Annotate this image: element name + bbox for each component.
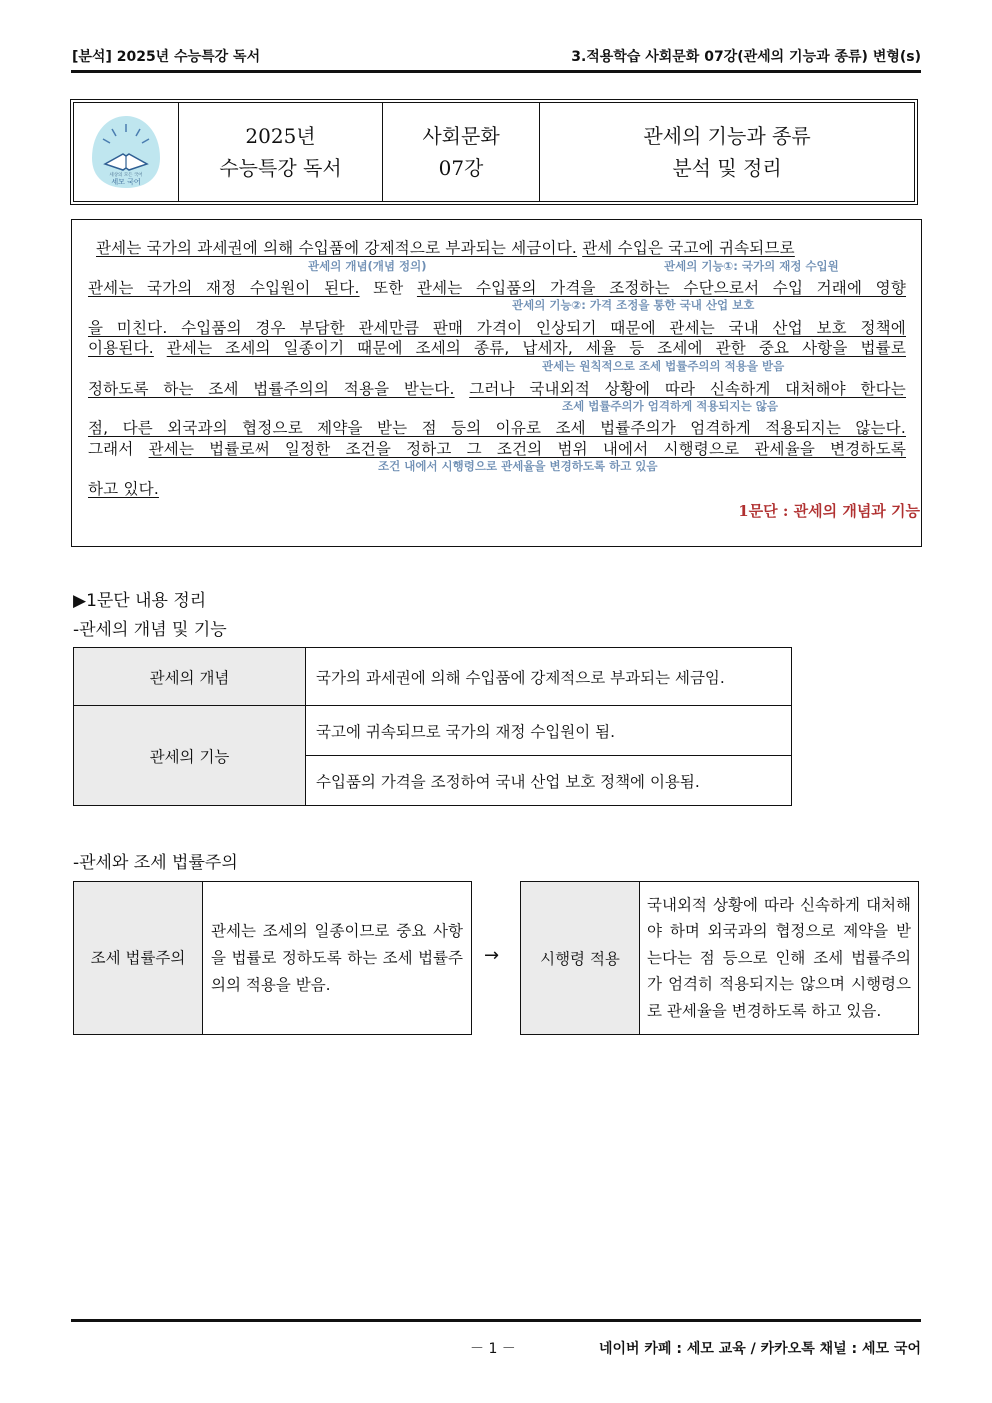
function-label: 관세의 기능 [74, 706, 306, 806]
passage-note: 관세의 개념(개념 정의) [308, 259, 427, 273]
passage-line [96, 236, 914, 258]
logo-caption: 세모 국어 [111, 178, 141, 186]
underlined-segment: 관세는 국가의 과세권에 의해 수입품에 강제적으로 부과되는 세금이다. [96, 239, 578, 257]
title-book: 수능특강 독서 [219, 156, 342, 180]
tax-law-table [73, 881, 472, 1035]
title-subject: 사회문화 [422, 124, 500, 148]
logo-cell [74, 103, 179, 201]
tax-law-label: 조세 법률주의 [74, 882, 203, 1035]
tax-law-text: 관세는 조세의 일종이므로 중요 사항을 법률로 정하도록 하는 조세 법률주의의 적용을 받음. [203, 882, 472, 1035]
decree-label: 시행령 적용 [521, 882, 640, 1035]
text-segment [455, 380, 470, 398]
title-topic: 관세의 기능과 종류 [643, 124, 811, 148]
title-lesson: 07강 [438, 156, 484, 180]
underlined-segment: 관세는 조세의 일종이기 때문에 조세의 종류, 납세자, 세율 등 조세에 관한 중요 사항을 법률로 [166, 339, 906, 357]
function-value-1: 국고에 귀속되므로 국가의 재정 수입원이 됨. [306, 706, 792, 756]
passage-line [88, 316, 906, 338]
passage-note: 관세는 원칙적으로 조세 법률주의의 적용을 받음 [542, 359, 785, 373]
underlined-segment: 정하도록 하는 조세 법률주의의 적용을 받는다. [88, 380, 455, 398]
passage-note: 관세의 기능②: 가격 조정을 통한 국내 산업 보호 [512, 298, 755, 312]
passage-line [88, 437, 906, 459]
section-heading: ▶1문단 내용 정리 [73, 591, 207, 611]
passage-line [88, 416, 906, 438]
title-cell-exam [179, 103, 383, 201]
concept-value: 국가의 과세권에 의해 수입품에 강제적으로 부과되는 세금임. [306, 648, 792, 706]
underlined-segment: 을 미친다. 수입품의 경우 부담한 관세만큼 판매 가격이 인상되기 때문에 관세는 국내 산업 보호 정책에 [88, 319, 906, 337]
text-segment: 또한 [359, 279, 417, 297]
title-box [70, 99, 918, 205]
paragraph-summary: 1문단 : 관세의 개념과 기능 [738, 502, 920, 520]
underlined-segment: 관세는 법률로써 일정한 조건을 정하고 그 조건의 범위 내에서 시행령으로 관세율을 변경하도록 [148, 440, 906, 458]
footer-rule [71, 1319, 921, 1322]
concept-label: 관세의 개념 [74, 648, 306, 706]
title-year: 2025년 [245, 124, 316, 148]
text-segment: 그래서 [88, 440, 149, 458]
header-left: [분석] 2025년 수능특강 독서 [72, 49, 261, 65]
section-subheading: -관세의 개념 및 기능 [73, 620, 227, 640]
underlined-segment: 그러나 국내외적 상황에 따라 신속하게 대처해야 한다는 [469, 380, 906, 398]
concept-function-table [73, 647, 792, 806]
passage-note: 조세 법률주의가 엄격하게 적용되지는 않음 [562, 399, 778, 413]
section-subheading-2: -관세와 조세 법률주의 [73, 853, 238, 873]
header-right: 3.적용학습 사회문화 07강(관세의 기능과 종류) 변형(s) [571, 49, 921, 65]
decree-table [520, 881, 919, 1035]
logo-caption-small: 세상의 모든 국어 [109, 173, 143, 178]
underlined-segment: 관세는 수입품의 가격을 조정하는 수단으로서 수입 거래에 영향 [416, 279, 907, 297]
passage-line [88, 477, 906, 499]
book-logo-icon [88, 112, 164, 192]
header-rule [71, 70, 921, 73]
footer-text: 네이버 카페 : 세모 교육 / 카카오톡 채널 : 세모 국어 [598, 1341, 921, 1357]
title-cell-topic [540, 103, 914, 201]
underlined-segment: 하고 있다. [88, 480, 159, 498]
passage-line [88, 377, 906, 399]
underlined-segment: 점, 다른 외국과의 협정으로 제약을 받는 점 등의 이유로 조세 법률주의가 엄격하게 적용되지는 않는다. [88, 419, 906, 437]
title-analysis: 분석 및 정리 [672, 156, 782, 180]
passage-line [88, 336, 906, 358]
underlined-segment: 관세는 국가의 재정 수입원이 된다. [88, 279, 360, 297]
title-cell-unit [383, 103, 540, 201]
passage-line [88, 276, 906, 298]
function-value-2: 수입품의 가격을 조정하여 국내 산업 보호 정책에 이용됨. [306, 756, 792, 806]
text-segment [154, 339, 167, 357]
passage-note: 조건 내에서 시행령으로 관세율을 변경하도록 하고 있음 [378, 459, 658, 473]
page-number: － 1 － [470, 1341, 516, 1357]
underlined-segment: 관세 수입은 국고에 귀속되므로 [582, 239, 795, 257]
passage-note: 관세의 기능①: 국가의 재정 수입원 [664, 259, 839, 273]
arrow-icon: → [484, 945, 500, 966]
decree-text: 국내외적 상황에 따라 신속하게 대처해야 하며 외국과의 협정으로 제약을 받는다는 점 등으로 인해 조세 법률주의가 엄격히 적용되지는 않으며 시행령으로 관세율을 변경하도록 하고 있음. [640, 882, 919, 1035]
underlined-segment: 이용된다. [88, 339, 154, 357]
